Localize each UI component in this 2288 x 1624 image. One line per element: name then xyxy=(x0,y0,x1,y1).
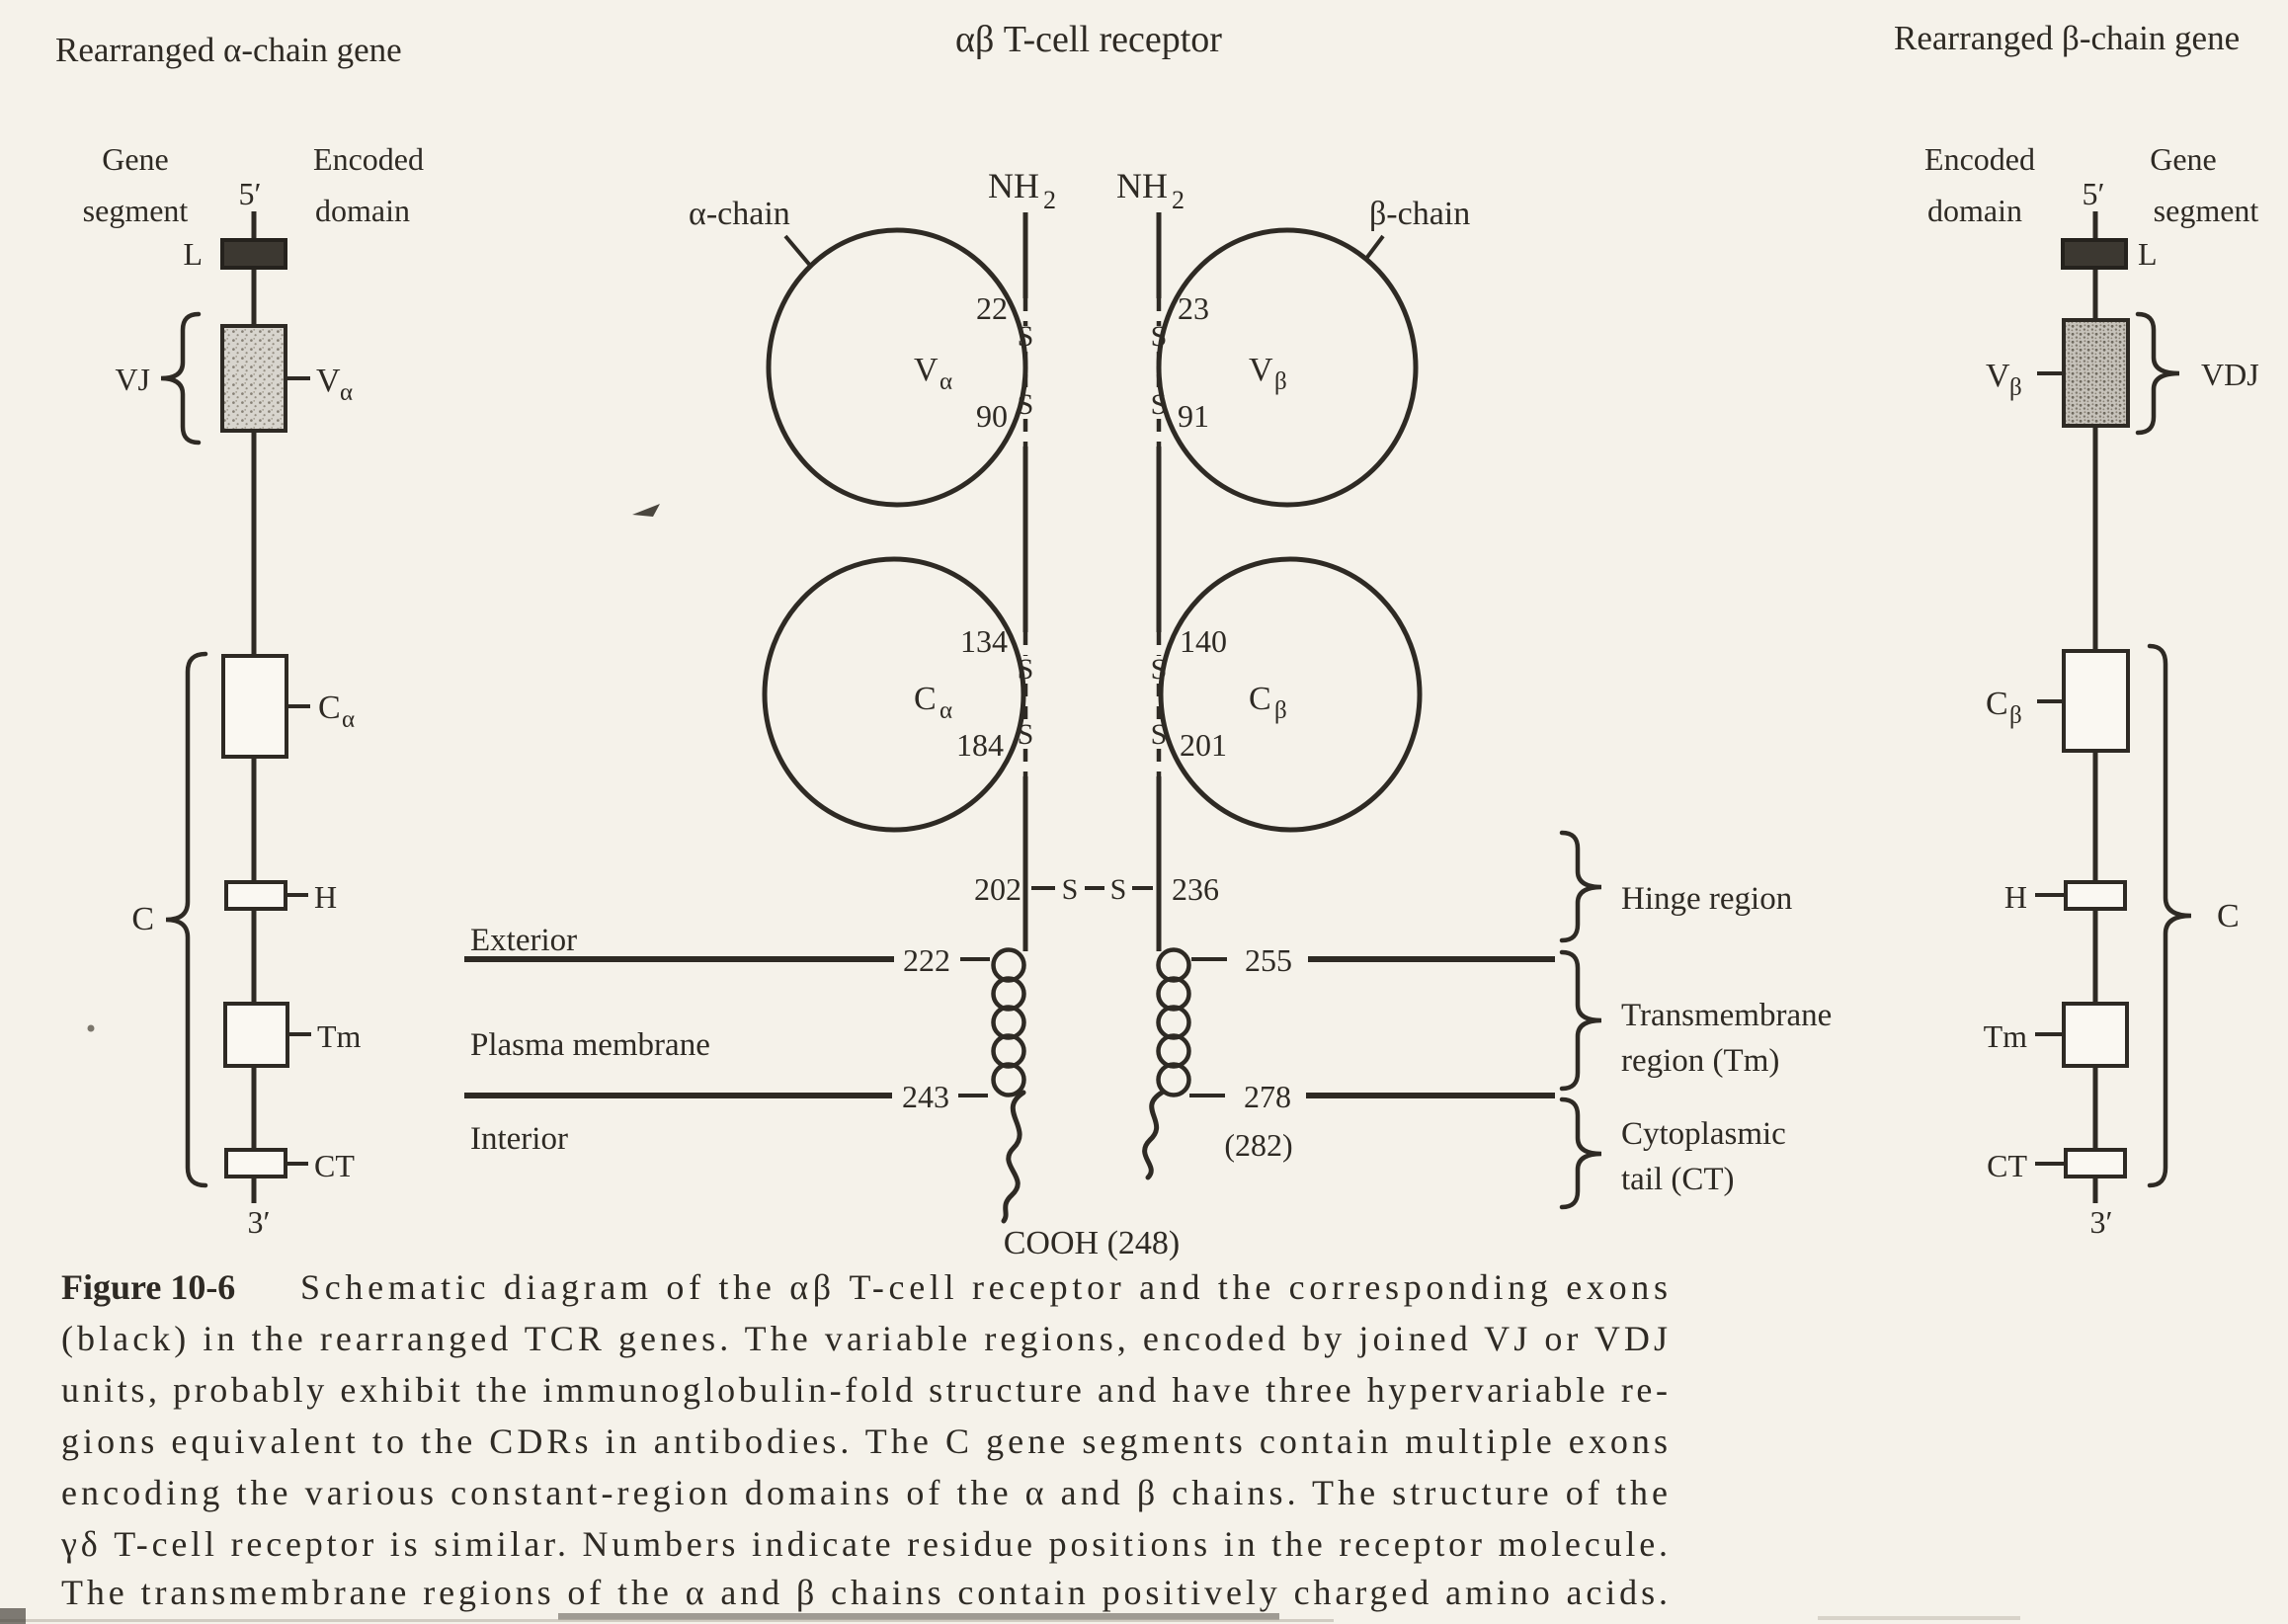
left-valpha-label: V xyxy=(316,363,341,399)
s-bond-icon: S xyxy=(1017,718,1034,751)
vbeta-bottom-residue: 91 xyxy=(1178,398,1209,434)
left-vj-exon-box xyxy=(222,326,286,431)
right-vdj-label: VDJ xyxy=(2201,357,2259,392)
left-leader-exon-box xyxy=(222,240,286,268)
beta-exterior-residue: 255 xyxy=(1245,942,1292,978)
right-c-brace xyxy=(2150,646,2191,1185)
s-bond-icon: S xyxy=(1150,320,1168,353)
right-col-segment: segment xyxy=(2153,193,2259,228)
caption-line-1: Schematic diagram of the αβ T-cell receptor and the corresponding exons xyxy=(300,1267,1668,1307)
right-three-prime: 3′ xyxy=(2089,1204,2113,1240)
left-col-segment: segment xyxy=(82,193,189,228)
left-vj-brace xyxy=(161,314,199,443)
left-calpha-exon-box xyxy=(223,656,286,757)
calpha-domain-label: C xyxy=(914,681,937,717)
right-tm-exon-box xyxy=(2064,1004,2127,1066)
left-vj-label: VJ xyxy=(115,362,150,397)
transmembrane-region-label-2: region (Tm) xyxy=(1621,1043,1780,1079)
caption-line-7: The transmembrane regions of the α and β chains contain positively charged amino acids. xyxy=(61,1573,1668,1612)
calpha-bottom-residue: 184 xyxy=(956,727,1004,763)
alpha-interior-residue: 243 xyxy=(902,1079,949,1114)
right-leader-exon-box xyxy=(2063,240,2126,268)
beta-transmembrane-helix xyxy=(1159,950,1189,1096)
v-beta-domain xyxy=(1159,230,1416,505)
scan-edge-bar xyxy=(558,1613,1279,1620)
left-calpha-label: C xyxy=(318,690,341,726)
s-bond-icon: S xyxy=(1017,320,1034,353)
right-vbeta-label: V xyxy=(1986,358,2010,394)
left-col-domain: domain xyxy=(315,193,410,228)
left-tm-label: Tm xyxy=(317,1018,362,1054)
s-bond-icon: S xyxy=(1150,388,1168,421)
cbeta-domain-sub: β xyxy=(1274,697,1287,724)
figure-caption xyxy=(60,1267,1668,1612)
cytoplasmic-tail-label-2: tail (CT) xyxy=(1621,1162,1735,1197)
right-col-gene: Gene xyxy=(2150,141,2217,177)
caption-line-6: γδ T-cell receptor is similar. Numbers indicate residue positions in the receptor molecule. xyxy=(61,1524,1668,1564)
alpha-transmembrane-helix xyxy=(994,950,1024,1096)
right-cbeta-label: C xyxy=(1986,686,2008,722)
beta-chain-label: β-chain xyxy=(1369,196,1471,232)
vbeta-domain-label: V xyxy=(1249,352,1273,388)
right-ct-label: CT xyxy=(1987,1148,2027,1183)
left-col-gene: Gene xyxy=(102,141,169,177)
valpha-top-residue: 22 xyxy=(976,290,1008,326)
scan-corner-mark xyxy=(0,1608,26,1624)
c-beta-domain xyxy=(1161,559,1420,830)
right-five-prime: 5′ xyxy=(2082,176,2105,211)
nh2-left-label: NH xyxy=(988,166,1039,205)
right-vbeta-sub: β xyxy=(2009,374,2022,401)
cooh-terminus-label: COOH (248) xyxy=(1003,1225,1181,1261)
scan-edge-line xyxy=(0,1619,1334,1622)
interchain-left-residue: 202 xyxy=(974,871,1021,907)
receptor-title: αβ T-cell receptor xyxy=(955,19,1222,60)
right-col-encoded: Encoded xyxy=(1924,141,2035,177)
cytoplasmic-tail-label-1: Cytoplasmic xyxy=(1621,1116,1786,1152)
s-bond-icon: S xyxy=(1109,873,1127,906)
s-bond-icon: S xyxy=(1061,873,1079,906)
interchain-right-residue: 236 xyxy=(1172,871,1219,907)
left-leader-label: L xyxy=(183,236,203,272)
right-h-label: H xyxy=(2003,879,2027,915)
valpha-bottom-residue: 90 xyxy=(976,398,1008,434)
caption-line-3: units, probably exhibit the immunoglobulin-fold structure and have three hypervariable re- xyxy=(61,1370,1669,1410)
cbeta-bottom-residue: 201 xyxy=(1180,727,1227,763)
cytoplasmic-tail-brace xyxy=(1562,1099,1601,1207)
right-tm-label: Tm xyxy=(1983,1018,2027,1054)
nh2-right-label: NH xyxy=(1116,166,1168,205)
right-leader-label: L xyxy=(2138,236,2158,272)
left-gene-diagram xyxy=(55,31,424,1240)
hinge-region-brace xyxy=(1562,833,1601,940)
right-h-exon-box xyxy=(2066,882,2125,909)
beta-cytoplasmic-tail xyxy=(1145,1093,1162,1177)
left-ct-exon-box xyxy=(226,1150,286,1177)
caption-figure-label: Figure 10-6 xyxy=(61,1267,236,1307)
c-alpha-domain xyxy=(765,559,1023,830)
left-three-prime: 3′ xyxy=(247,1204,271,1240)
left-gene-title: Rearranged α-chain gene xyxy=(55,31,402,69)
s-bond-icon: S xyxy=(1150,718,1168,751)
right-c-brace-label: C xyxy=(2217,898,2240,934)
vbeta-domain-sub: β xyxy=(1274,368,1287,395)
left-c-brace xyxy=(166,654,205,1185)
right-gene-diagram xyxy=(1894,19,2259,1240)
calpha-domain-sub: α xyxy=(940,697,953,724)
interchain-disulfide xyxy=(974,871,1219,907)
left-valpha-sub: α xyxy=(340,379,354,406)
valpha-domain-label: V xyxy=(914,352,939,388)
transmembrane-region-label-1: Transmembrane xyxy=(1621,998,1833,1033)
v-alpha-domain xyxy=(769,230,1025,505)
beta-interior-residue: 278 xyxy=(1244,1079,1291,1114)
left-tm-exon-box xyxy=(225,1004,287,1066)
right-vdj-exon-box xyxy=(2064,320,2128,426)
s-bond-icon: S xyxy=(1017,388,1034,421)
alpha-exterior-residue: 222 xyxy=(903,942,950,978)
alpha-chain-label: α-chain xyxy=(689,196,790,232)
s-bond-icon: S xyxy=(1150,653,1168,686)
speck-artifact xyxy=(88,1025,95,1032)
left-c-brace-label: C xyxy=(131,901,154,937)
right-cbeta-exon-box xyxy=(2064,651,2128,751)
alpha-cytoplasmic-tail xyxy=(1004,1093,1023,1221)
right-cbeta-sub: β xyxy=(2009,702,2022,729)
hinge-region-label: Hinge region xyxy=(1621,881,1793,917)
left-col-encoded: Encoded xyxy=(313,141,424,177)
s-bond-icon: S xyxy=(1017,653,1034,686)
left-h-label: H xyxy=(314,879,338,915)
transmembrane-region-brace xyxy=(1562,952,1601,1089)
beta-end-residue: (282) xyxy=(1224,1127,1293,1163)
plasma-membrane-label: Plasma membrane xyxy=(470,1027,710,1063)
receptor-diagram xyxy=(464,19,1832,1261)
scan-edge-line xyxy=(1818,1616,2020,1620)
calpha-top-residue: 134 xyxy=(960,623,1008,659)
interior-label: Interior xyxy=(470,1121,568,1157)
right-ct-exon-box xyxy=(2066,1150,2125,1177)
speck-artifact xyxy=(632,504,660,517)
caption-line-4: gions equivalent to the CDRs in antibodies. The C gene segments contain multiple exons xyxy=(61,1421,1669,1461)
left-ct-label: CT xyxy=(314,1148,355,1183)
exterior-label: Exterior xyxy=(470,923,578,958)
right-gene-title: Rearranged β-chain gene xyxy=(1894,19,2241,57)
caption-line-2: (black) in the rearranged TCR genes. The variable regions, encoded by joined VJ or VDJ xyxy=(61,1319,1668,1358)
cbeta-top-residue: 140 xyxy=(1180,623,1227,659)
vbeta-top-residue: 23 xyxy=(1178,290,1209,326)
nh2-right-sub: 2 xyxy=(1172,186,1185,214)
valpha-domain-sub: α xyxy=(940,368,953,395)
left-calpha-sub: α xyxy=(342,706,356,733)
left-five-prime: 5′ xyxy=(238,176,262,211)
right-col-domain: domain xyxy=(1927,193,2022,228)
cbeta-domain-label: C xyxy=(1249,681,1271,717)
left-h-exon-box xyxy=(226,882,286,909)
right-vdj-brace xyxy=(2138,314,2179,433)
nh2-left-sub: 2 xyxy=(1043,186,1056,214)
caption-line-5: encoding the various constant-region domains of the α and β chains. The structure of the xyxy=(61,1473,1669,1512)
